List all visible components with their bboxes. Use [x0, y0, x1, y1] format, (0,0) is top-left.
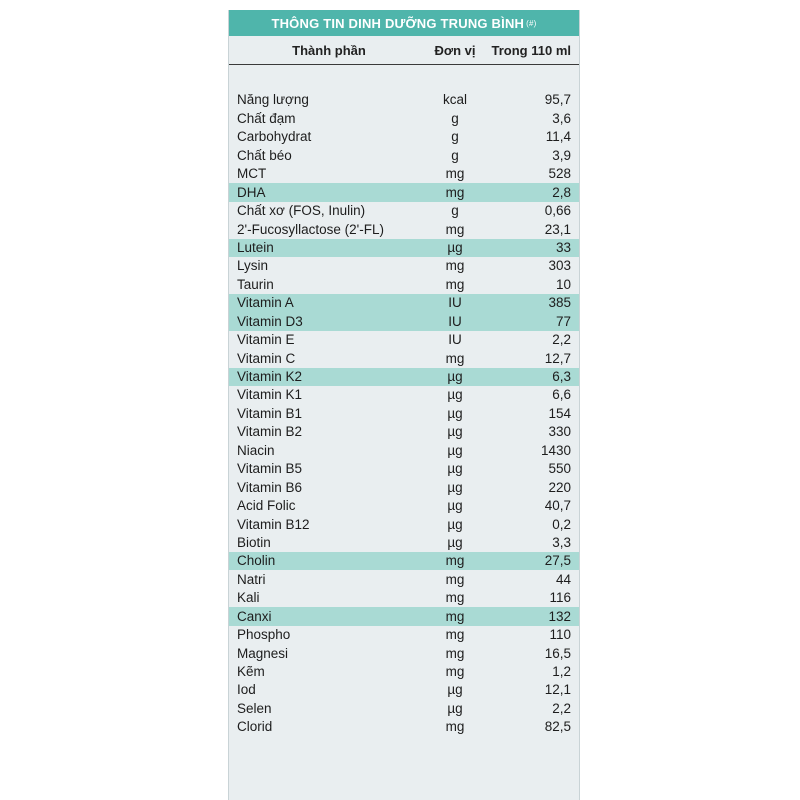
table-row — [229, 331, 579, 349]
header-amount: Trong 110 ml — [491, 42, 571, 58]
nutrient-unit: µg — [447, 479, 463, 495]
nutrition-title: THÔNG TIN DINH DƯỠNG TRUNG BÌNH — [271, 15, 525, 31]
nutrient-unit: IU — [448, 313, 462, 329]
nutrition-title-bar — [229, 10, 579, 36]
nutrient-name: Vitamin A — [237, 295, 294, 311]
nutrient-unit: mg — [445, 719, 465, 735]
nutrient-unit: µg — [447, 424, 463, 440]
header-ingredient: Thành phần — [292, 42, 366, 58]
nutrient-amount: 33 — [555, 239, 571, 255]
nutrient-amount: 3,3 — [552, 534, 571, 550]
nutrient-amount: 16,5 — [544, 645, 571, 661]
nutrient-amount: 12,7 — [544, 350, 571, 366]
nutrient-name: Vitamin K1 — [237, 387, 303, 403]
nutrient-unit: g — [451, 203, 459, 219]
nutrient-unit: µg — [447, 534, 463, 550]
nutrient-name: Iod — [237, 682, 256, 698]
nutrient-amount: 6,6 — [552, 387, 571, 403]
nutrient-unit: µg — [447, 369, 463, 385]
table-row — [229, 589, 579, 607]
nutrient-unit: g — [451, 110, 459, 126]
nutrient-name: 2'-Fucosyllactose (2'-FL) — [237, 221, 384, 237]
nutrient-name: Cholin — [237, 553, 276, 569]
nutrient-name: Vitamin B6 — [237, 479, 303, 495]
nutrient-name: Magnesi — [237, 645, 289, 661]
table-row — [229, 368, 579, 386]
table-header — [229, 36, 579, 65]
nutrient-unit: mg — [445, 221, 465, 237]
nutrient-name: Selen — [237, 700, 272, 716]
nutrient-amount: 82,5 — [544, 719, 571, 735]
nutrient-unit: µg — [447, 442, 463, 458]
nutrient-name: Kali — [237, 590, 260, 606]
table-row — [229, 441, 579, 459]
table-row — [229, 534, 579, 552]
table-row — [229, 718, 579, 736]
nutrient-amount: 528 — [548, 166, 571, 182]
table-row — [229, 515, 579, 533]
nutrient-amount: 23,1 — [544, 221, 571, 237]
nutrient-name: Phospho — [237, 627, 291, 643]
nutrient-name: Taurin — [237, 276, 274, 292]
nutrient-unit: µg — [447, 239, 463, 255]
nutrient-name: Vitamin C — [237, 350, 296, 366]
nutrient-amount: 44 — [555, 571, 571, 587]
table-row — [229, 202, 579, 220]
nutrient-amount: 3,9 — [552, 147, 571, 163]
nutrient-amount: 0,66 — [544, 203, 571, 219]
nutrient-name: Acid Folic — [237, 498, 296, 514]
nutrient-amount: 303 — [548, 258, 571, 274]
nutrient-unit: mg — [445, 166, 465, 182]
nutrient-amount: 27,5 — [544, 553, 571, 569]
nutrient-amount: 40,7 — [544, 498, 571, 514]
title-footnote-mark: (#) — [526, 18, 537, 28]
table-row — [229, 275, 579, 293]
table-row — [229, 404, 579, 422]
nutrient-amount: 330 — [548, 424, 571, 440]
table-row — [229, 663, 579, 681]
nutrient-amount: 385 — [548, 295, 571, 311]
table-row — [229, 644, 579, 662]
nutrient-unit: kcal — [442, 92, 467, 108]
nutrient-unit: mg — [445, 276, 465, 292]
nutrient-unit: µg — [447, 405, 463, 421]
nutrient-name: Natri — [237, 571, 266, 587]
nutrient-amount: 77 — [555, 313, 571, 329]
nutrient-name: Niacin — [237, 442, 275, 458]
table-row — [229, 570, 579, 588]
nutrient-unit: µg — [447, 516, 463, 532]
table-row — [229, 349, 579, 367]
nutrient-amount: 12,1 — [544, 682, 571, 698]
nutrient-name: DHA — [237, 184, 266, 200]
nutrient-unit: µg — [447, 700, 463, 716]
nutrient-name: Vitamin B12 — [237, 516, 310, 532]
nutrient-unit: mg — [445, 627, 465, 643]
nutrient-amount: 550 — [548, 461, 571, 477]
nutrient-name: Năng lượng — [237, 92, 309, 108]
nutrient-unit: mg — [445, 571, 465, 587]
table-row — [229, 312, 579, 330]
nutrient-name: Canxi — [237, 608, 272, 624]
table-row — [229, 109, 579, 127]
table-row — [229, 497, 579, 515]
table-row — [229, 294, 579, 312]
nutrient-name: Clorid — [237, 719, 273, 735]
header-unit: Đơn vị — [434, 42, 476, 58]
nutrient-amount: 154 — [548, 405, 571, 421]
nutrient-name: Biotin — [237, 534, 271, 550]
nutrient-unit: µg — [447, 387, 463, 403]
nutrient-unit: µg — [447, 461, 463, 477]
nutrient-name: Vitamin B1 — [237, 405, 303, 421]
table-row — [229, 460, 579, 478]
nutrient-name: Chất béo — [237, 147, 292, 163]
nutrient-unit: mg — [445, 664, 465, 680]
nutrient-name: Vitamin E — [237, 332, 295, 348]
nutrient-name: Lysin — [237, 258, 269, 274]
nutrient-name: Lutein — [237, 239, 274, 255]
table-row — [229, 165, 579, 183]
nutrient-amount: 2,8 — [552, 184, 571, 200]
nutrient-amount: 1430 — [540, 442, 571, 458]
nutrient-name: MCT — [237, 166, 267, 182]
table-row — [229, 552, 579, 570]
nutrient-amount: 0,2 — [552, 516, 571, 532]
nutrient-unit: g — [451, 147, 459, 163]
nutrient-unit: mg — [445, 590, 465, 606]
table-row — [229, 607, 579, 625]
nutrient-name: Vitamin B2 — [237, 424, 303, 440]
nutrition-facts-panel — [228, 10, 580, 800]
nutrient-unit: µg — [447, 682, 463, 698]
nutrient-name: Vitamin K2 — [237, 369, 303, 385]
nutrient-amount: 3,6 — [552, 110, 571, 126]
nutrient-amount: 2,2 — [552, 332, 571, 348]
nutrient-name: Vitamin B5 — [237, 461, 303, 477]
nutrient-unit: mg — [445, 553, 465, 569]
nutrient-name: Kẽm — [237, 664, 265, 680]
nutrient-unit: µg — [447, 498, 463, 514]
table-row — [229, 128, 579, 146]
table-row — [229, 220, 579, 238]
nutrient-amount: 132 — [548, 608, 571, 624]
nutrient-name: Chất đạm — [237, 110, 296, 126]
nutrient-amount: 11,4 — [545, 129, 571, 145]
nutrient-unit: mg — [445, 645, 465, 661]
nutrient-amount: 110 — [549, 627, 571, 643]
nutrient-name: Chất xơ (FOS, Inulin) — [237, 203, 366, 219]
nutrient-name: Vitamin D3 — [237, 313, 303, 329]
nutrient-unit: g — [451, 129, 459, 145]
nutrient-unit: mg — [445, 350, 465, 366]
nutrient-amount: 116 — [549, 590, 571, 606]
nutrient-amount: 220 — [548, 479, 571, 495]
nutrient-name: Carbohydrat — [237, 129, 312, 145]
table-row — [229, 699, 579, 717]
nutrient-amount: 1,2 — [552, 664, 571, 680]
nutrient-unit: mg — [445, 184, 465, 200]
nutrient-amount: 6,3 — [552, 369, 571, 385]
nutrient-amount: 10 — [555, 276, 571, 292]
nutrient-unit: IU — [448, 332, 462, 348]
table-row — [229, 423, 579, 441]
table-row — [229, 478, 579, 496]
table-row — [229, 681, 579, 699]
table-row — [229, 386, 579, 404]
nutrient-amount: 95,7 — [544, 92, 571, 108]
nutrient-amount: 2,2 — [552, 700, 571, 716]
table-row — [229, 626, 579, 644]
table-row — [229, 257, 579, 275]
nutrient-unit: IU — [448, 295, 462, 311]
nutrient-unit: mg — [445, 258, 465, 274]
table-row — [229, 91, 579, 109]
table-row — [229, 239, 579, 257]
table-row — [229, 183, 579, 201]
nutrition-rows — [229, 65, 579, 736]
table-row — [229, 146, 579, 164]
nutrient-unit: mg — [445, 608, 465, 624]
